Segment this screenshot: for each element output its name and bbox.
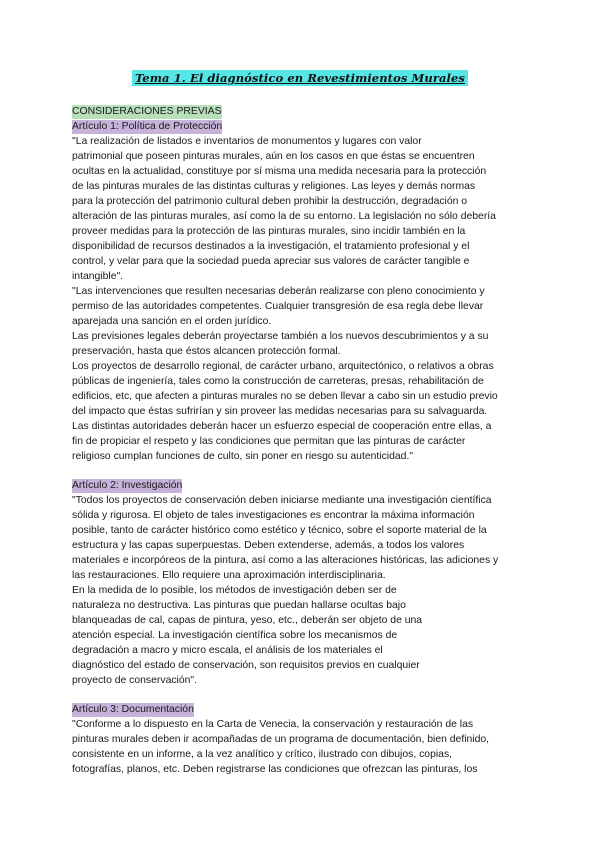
article-text-line: consistente en un informe, a la vez analítico y crítico, ilustrado con dibujos, copias, [72,749,453,760]
article-heading: Artículo 2: Investigación [72,480,183,491]
article-heading: Artículo 1: Política de Protección [72,121,223,132]
article-text-line: posible, tanto de carácter histórico como estético y técnico, sobre el soporte material de la [72,525,487,536]
paragraph-gap [72,688,530,702]
article-text-line: intangible". [72,271,124,282]
article-text-line: fin de propiciar el respeto y las condiciones que permitan que las pinturas de carácter [72,436,466,447]
article-text-line: proyecto de conservación". [72,675,197,686]
section-heading: CONSIDERACIONES PREVIAS [72,106,222,117]
article-text-line: pinturas murales deben ir acompañadas de un programa de documentación, bien definido, [72,734,490,745]
article-text-line: "La realización de listados e inventarios de monumentos y lugares con valor [72,136,422,147]
article-text-line: blanqueadas de cal, capas de pintura, yeso, etc., deberán ser objeto de una [72,615,423,626]
article-text-line: "Las intervenciones que resulten necesarias deberán realizarse con pleno conocimiento y [72,286,485,297]
article-text-line: sólida y rigurosa. El objeto de tales investigaciones es encontrar la máxima información [72,510,475,521]
article-heading-line [72,478,530,493]
article-text-line: naturaleza no destructiva. Las pinturas que puedan hallarse ocultas bajo [72,600,406,611]
article-heading: Artículo 3: Documentación [72,704,194,715]
page-title: Tema 1. El diagnóstico en Revestimientos Murales [132,70,468,86]
article-heading-line [72,119,530,134]
article-text-line: diagnóstico del estado de conservación, son requisitos previos en cualquier [72,660,420,671]
article-text-line: religioso cumplan funciones de culto, sin poner en riesgo su autenticidad." [72,451,414,462]
article-text-line: permiso de las autoridades competentes. Cualquier transgresión de esa regla debe llevar [72,301,484,312]
article-text-line: del impacto que éstas sufrirían y sin proveer las medidas necesarias para su salvaguarda. [72,406,488,417]
article-text-line: fotografías, planos, etc. Deben registrarse las condiciones que ofrezcan las pinturas, los [72,764,478,775]
document-body [72,104,530,777]
article-text-line: Las distintas autoridades deberán hacer un esfuerzo especial de cooperación entre ellas, a [72,421,492,432]
article-text-line: estructura y las capas superpuestas. Deben extenderse, además, a todos los valores [72,540,465,551]
article-text-line: Las previsiones legales deberán proyectarse también a los nuevos descubrimientos y a su [72,331,489,342]
article-text-line: "Conforme a lo dispuesto en la Carta de Venecia, la conservación y restauración de las [72,719,474,730]
article-heading-line [72,702,530,717]
title-wrapper [0,69,600,87]
article-text-line: materiales e incorpóreos de la pintura, así como a las alteraciones históricas, las adiciones y [72,555,499,566]
article-text-line: patrimonial que poseen pinturas murales, aún en los casos en que éstas se encuentren [72,151,475,162]
article-text-line: "Todos los proyectos de conservación deben iniciarse mediante una investigación científica [72,495,492,506]
article-text-line: degradación a macro y micro escala, el análisis de los materiales el [72,645,383,656]
article-text-line: para la protección del patrimonio cultural deben prohibir la destrucción, degradación o [72,196,468,207]
article-text-line: preservación, hasta que éstos alcancen protección formal. [72,346,341,357]
article-text-line: de las pinturas murales de las distintas culturas y religiones. Las leyes y demás normas [72,181,476,192]
section-heading-line [72,104,530,119]
article-text-line: proveer medidas para la protección de las pinturas murales, sino incidir también en la [72,226,466,237]
article-text-line: aparejada una sanción en el orden jurídico. [72,316,272,327]
article-text-line: ocultas en la actualidad, constituye por sí misma una medida necesaria para la protección [72,166,487,177]
article-text-line: atención especial. La investigación científica sobre los mecanismos de [72,630,398,641]
paragraph-gap [72,464,530,478]
article-text-line: edificios, etc, que afecten a pinturas murales no se deben llevar a cabo sin un estudio previo [72,391,498,402]
article-text-line: públicas de ingeniería, tales como la construcción de carreteras, presas, rehabilitación de [72,376,484,387]
article-text-line: las restauraciones. Ello requiere una aproximación interdisciplinaria. [72,570,386,581]
article-text-line: control, y velar para que la sociedad pueda apreciar sus valores de carácter tangible e [72,256,470,267]
article-text-line: disponibilidad de recursos destinados a la investigación, el tratamiento profesional y el [72,241,470,252]
article-text-line: Los proyectos de desarrollo regional, de carácter urbano, arquitectónico, o relativos a obras [72,361,494,372]
article-text-line: alteración de las pinturas murales, así como la de su entorno. La legislación no sólo debería [72,211,496,222]
article-text-line: En la medida de lo posible, los métodos de investigación deben ser de [72,585,397,596]
